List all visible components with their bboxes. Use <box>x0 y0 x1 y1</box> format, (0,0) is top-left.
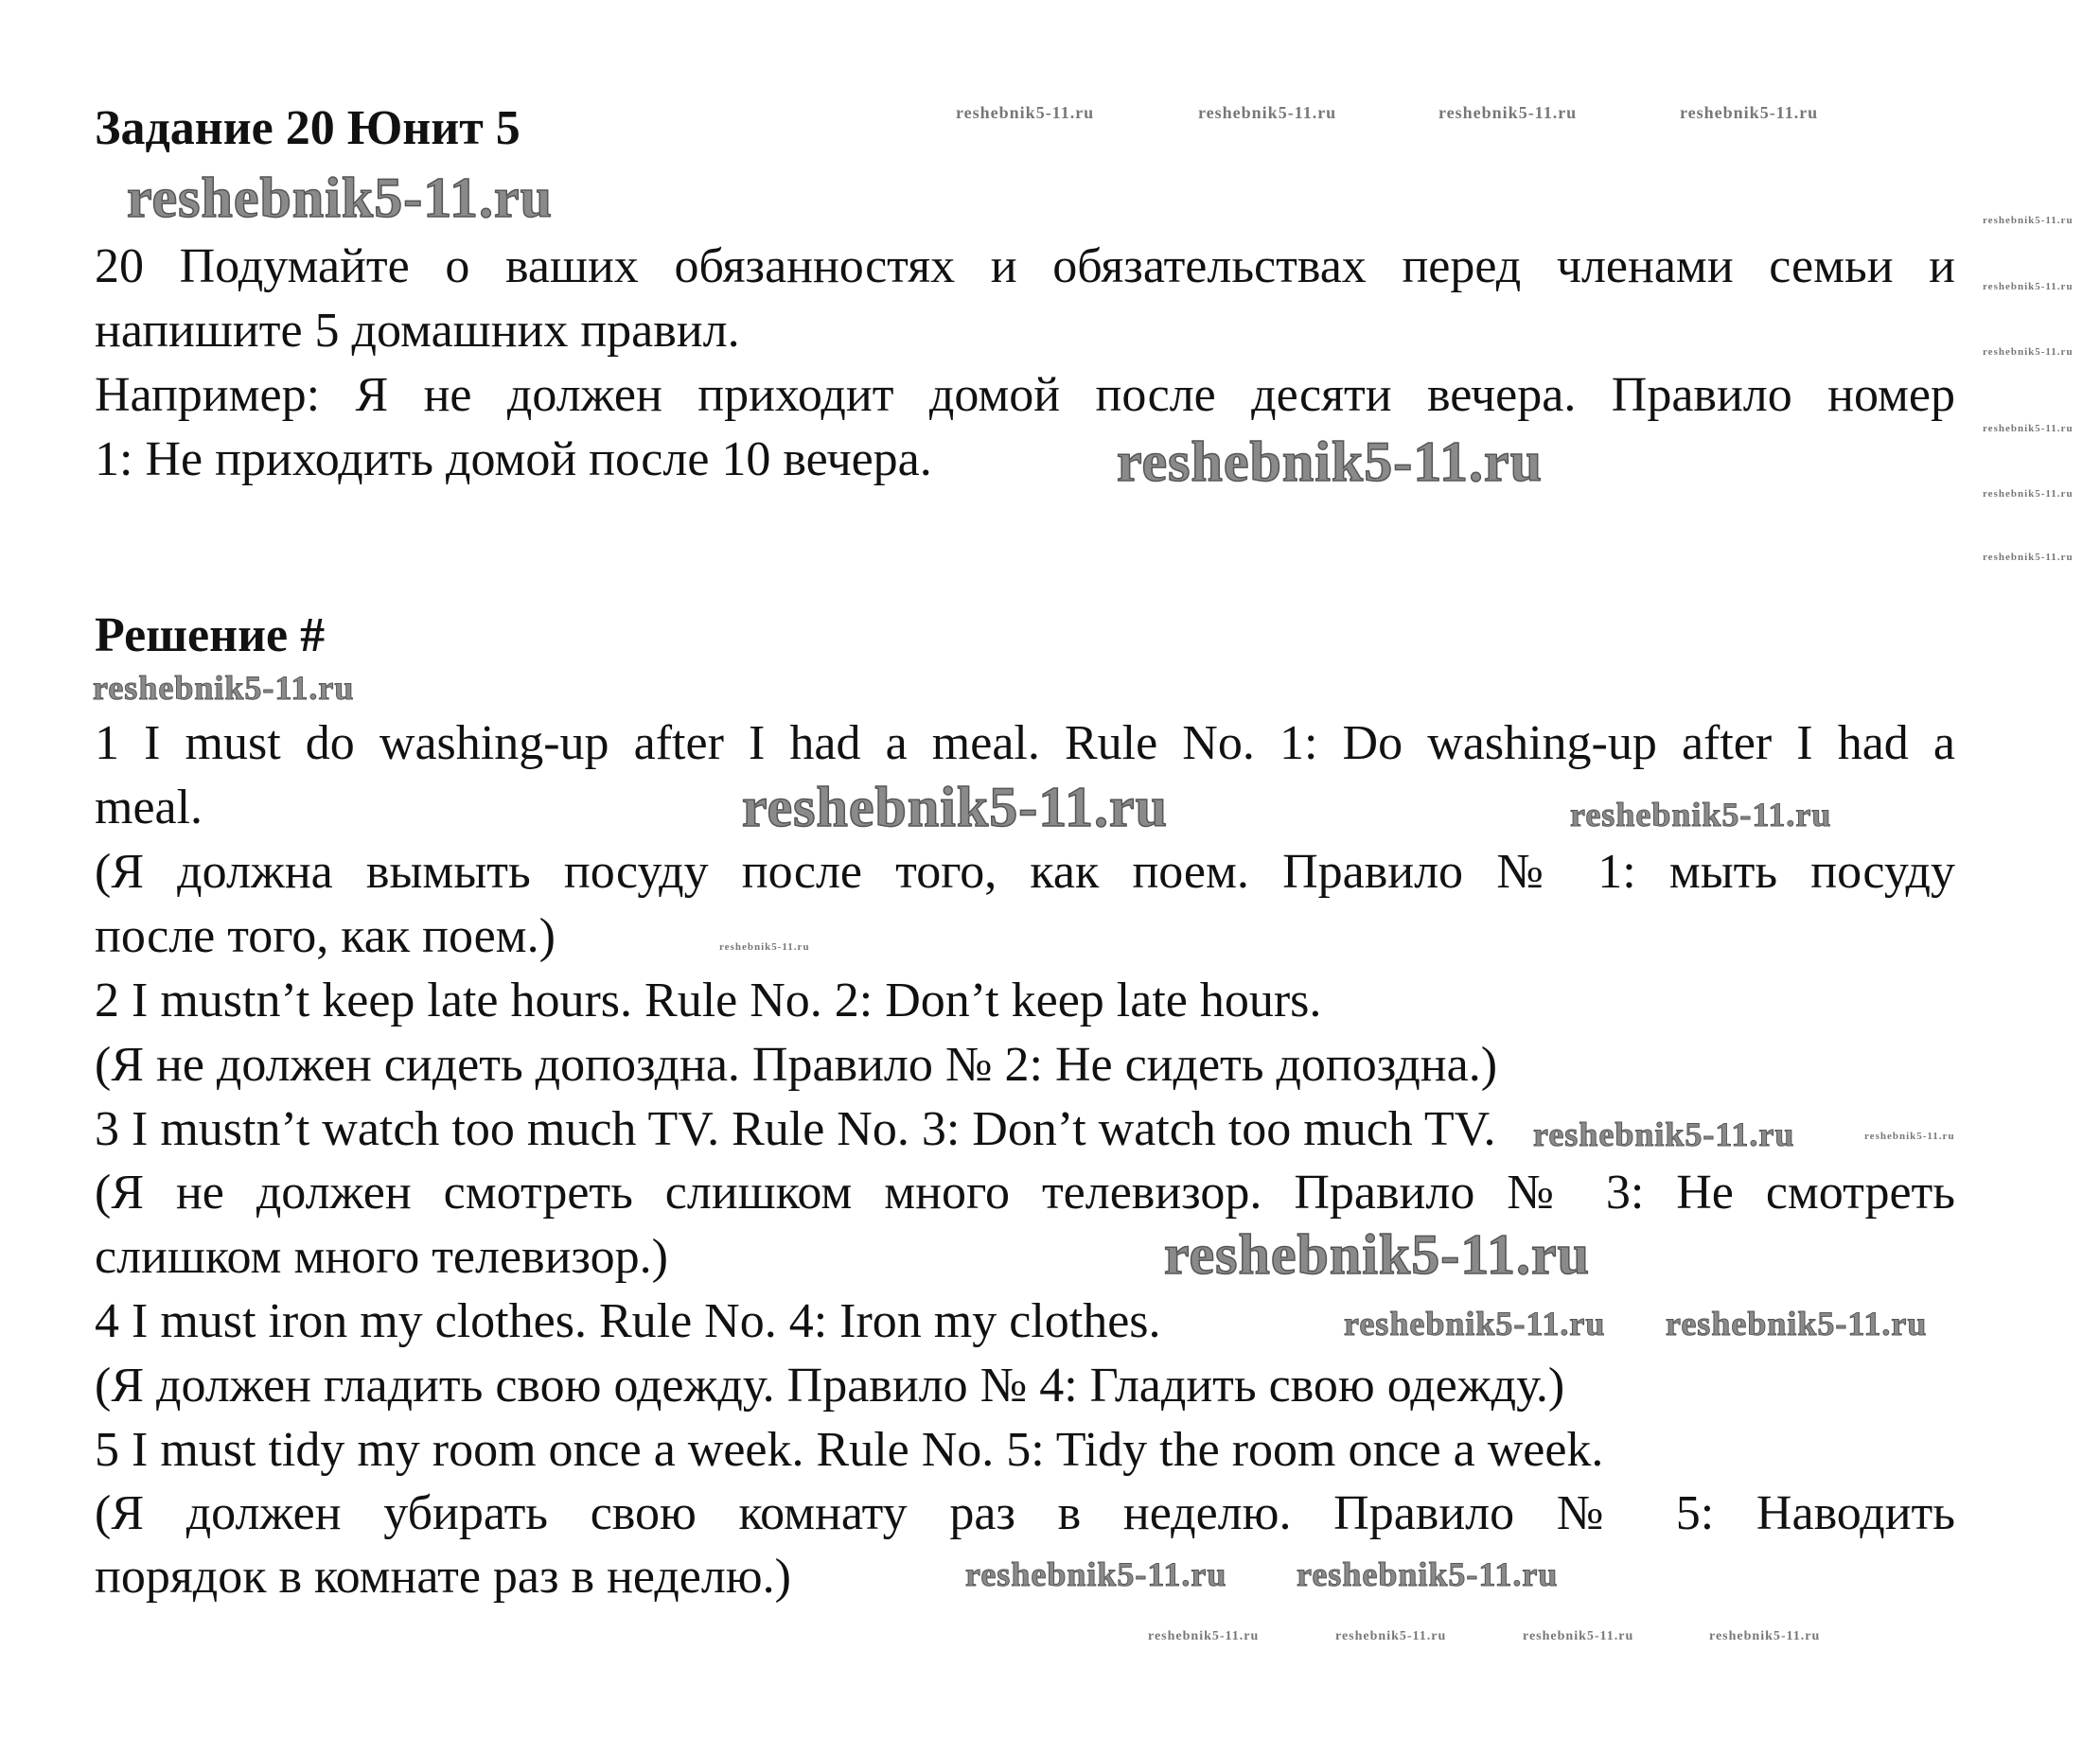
watermark: reshebnik5-11.ru <box>1335 1629 1447 1643</box>
answer-line: после того, как поем.) <box>95 909 556 963</box>
watermark: reshebnik5-11.ru <box>1148 1629 1260 1643</box>
watermark: reshebnik5-11.ru <box>93 669 355 707</box>
watermark: reshebnik5-11.ru <box>1864 1131 1955 1142</box>
watermark: reshebnik5-11.ru <box>1983 488 2074 500</box>
task-line: напишите 5 домашних правил. <box>95 304 740 358</box>
answer-line: слишком много телевизор.) <box>95 1230 668 1284</box>
watermark: reshebnik5-11.ru <box>1680 103 1819 122</box>
answer-line: 1 I must do washing-up after I had a meal. Rule No. 1: Do washing-up after I had a <box>95 716 1955 770</box>
answer-line: (Я не должен сидеть допоздна. Правило № 2: Не сидеть допоздна.) <box>95 1038 1498 1092</box>
task-line: 20 Подумайте о ваших обязанностях и обязательствах перед членами семьи и <box>95 239 1955 293</box>
watermark: reshebnik5-11.ru <box>1198 103 1337 122</box>
watermark: reshebnik5-11.ru <box>965 1555 1227 1593</box>
answer-line: порядок в комнате раз в неделю.) <box>95 1550 791 1604</box>
watermark: reshebnik5-11.ru <box>1533 1115 1795 1153</box>
watermark: reshebnik5-11.ru <box>1344 1305 1606 1343</box>
watermark: reshebnik5-11.ru <box>1983 552 2074 563</box>
watermark: reshebnik5-11.ru <box>1983 346 2074 358</box>
watermark: reshebnik5-11.ru <box>1983 281 2074 292</box>
page-title: Задание 20 Юнит 5 <box>95 101 521 155</box>
task-line: Например: Я не должен приходит домой после десяти вечера. Правило номер <box>95 368 1955 422</box>
answer-line: 2 I mustn’t keep late hours. Rule No. 2: Don’t keep late hours. <box>95 974 1322 1027</box>
answer-line: (Я должен гладить свою одежду. Правило № 4: Гладить свою одежду.) <box>95 1359 1565 1413</box>
answer-line: 4 I must iron my clothes. Rule No. 4: Iron my clothes. <box>95 1294 1161 1348</box>
answer-line: 3 I mustn’t watch too much TV. Rule No. 3: Don’t watch too much TV. <box>95 1102 1496 1156</box>
answer-line: (Я должен убирать свою комнату раз в неделю. Правило № 5: Наводить <box>95 1486 1955 1540</box>
answer-line: meal. <box>95 781 203 834</box>
watermark: reshebnik5-11.ru <box>1983 215 2074 226</box>
watermark: reshebnik5-11.ru <box>956 103 1095 122</box>
watermark: reshebnik5-11.ru <box>1570 796 1832 834</box>
watermark: reshebnik5-11.ru <box>127 167 553 229</box>
watermark: reshebnik5-11.ru <box>1438 103 1578 122</box>
watermark: reshebnik5-11.ru <box>1117 430 1543 493</box>
answer-line: (Я должна вымыть посуду после того, как поем. Правило № 1: мыть посуду <box>95 845 1955 899</box>
watermark: reshebnik5-11.ru <box>1983 423 2074 434</box>
answer-line: (Я не должен смотреть слишком много телевизор. Правило № 3: Не смотреть <box>95 1166 1955 1220</box>
solution-heading: Решение # <box>95 608 326 662</box>
watermark: reshebnik5-11.ru <box>719 941 810 953</box>
watermark: reshebnik5-11.ru <box>1666 1305 1928 1343</box>
watermark: reshebnik5-11.ru <box>1297 1555 1559 1593</box>
watermark: reshebnik5-11.ru <box>1709 1629 1821 1643</box>
answer-line: 5 I must tidy my room once a week. Rule No. 5: Tidy the room once a week. <box>95 1423 1604 1477</box>
watermark: reshebnik5-11.ru <box>1164 1223 1590 1286</box>
task-line: 1: Не приходить домой после 10 вечера. <box>95 432 932 486</box>
watermark: reshebnik5-11.ru <box>1523 1629 1634 1643</box>
watermark: reshebnik5-11.ru <box>742 776 1168 838</box>
